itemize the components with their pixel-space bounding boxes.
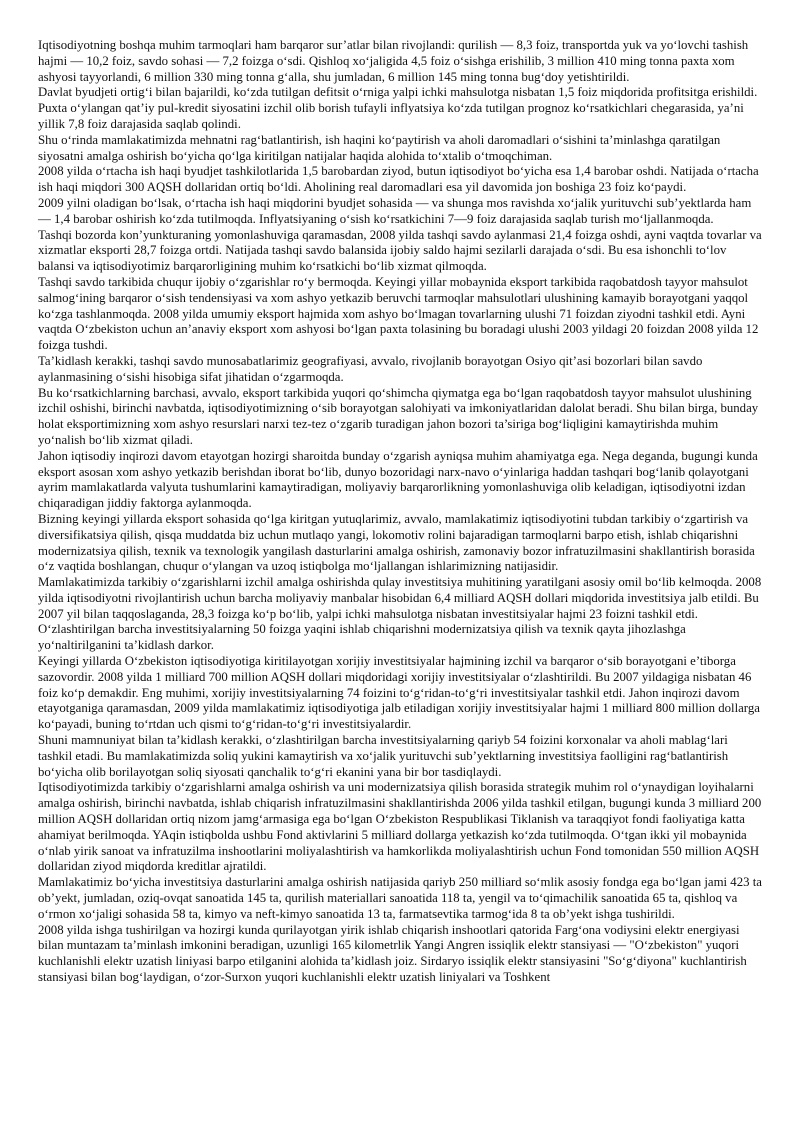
- paragraph: Shuni mamnuniyat bilan ta’kidlash kerakki, o‘zlashtirilgan barcha investitsiyalarning qariyb 54 foizini korxonalar va aholi mablag‘lari tashkil etadi. Bu mamlakatimizda soliq yukini kamaytirish va xo‘jalik yurituvchi sub’yektlarning investitsiya faolligini rag‘batlantirish bo‘yicha olib borilayotgan soliq siyosati qanchalik to‘g‘ri ekanini yana bir bor tasdiqlaydi.: [38, 733, 729, 779]
- document-body: [38, 38, 762, 986]
- paragraph: Mamlakatimiz bo‘yicha investitsiya dasturlarini amalga oshirish natijasida qariyb 250 milliard so‘mlik asosiy fondga ega bo‘lgan jami 423 ta ob’yekt, jumladan, oziq-ovqat sanoatida 145 ta, qurilish materiallari sanoatida 118 ta, yengil va to‘qimachilik sanoatida 65 ta, qishloq va o‘rmon xo‘jaligi sohasida 58 ta, kimyo va neft-kimyo sanoatida 13 ta, farmatsevtika tarmog‘ida 8 ta ob’yekt ishga tushirildi.: [38, 875, 762, 921]
- paragraph: Tashqi bozorda kon’yunkturaning yomonlashuviga qaramasdan, 2008 yilda tashqi savdo aylanmasi 21,4 foizga oshdi, ayni vaqtda tovarlar va xizmatlar eksporti 28,7 foizga ortdi. Natijada tashqi savdo balansida ijobiy saldo hajmi sezilarli darajada o‘sdi. Bu esa ishonchli to‘lov balansi va iqtisodiyotimiz barqarorligining muhim ko‘rsatkichi bo‘lib xizmat qilmoqda.: [38, 227, 762, 274]
- paragraph: O‘zlashtirilgan barcha investitsiyalarning 50 foizga yaqini ishlab chiqarishni modernizatsiya qilish va texnik qayta jihozlashga yo‘naltirilganini ta’kidlash darkor.: [38, 622, 686, 653]
- paragraph: Iqtisodiyotning boshqa muhim tarmoqlari ham barqaror sur’atlar bilan rivojlandi: qurilish — 8,3 foiz, transportda yuk va yo‘lovchi tashish hajmi — 10,2 foiz, savdo sohasi — 7,2 foizga o‘sdi. Qishloq xo‘jaligida 4,5 foiz o‘sishga erishilib, 3 million 410 ming tonna paxta xom ashyosi tayyorlandi, 6 million 330 ming tonna g‘alla, shu jumladan, 6 million 145 ming tonna bug‘doy yetishtirildi.: [38, 38, 749, 84]
- paragraph: Bu ko‘rsatkichlarning barchasi, avvalo, eksport tarkibida yuqori qo‘shimcha qiymatga ega bo‘lgan raqobatdosh tayyor mahsulot ulushining izchil oshishi, birinchi navbatda, iqtisodiyotimizning o‘sib borayotgan salohiyati va imkoniyatlaridan dalolat beradi. Shu bilan birga, bunday holat eksportimizning xom ashyo resurslari narxi tez-tez o‘zgarib turadigan jahon bozori ta’siriga bog‘liqligini kamaytirishda muhim yo‘nalish bo‘lib xizmat qiladi.: [38, 385, 759, 447]
- paragraph: Bizning keyingi yillarda eksport sohasida qo‘lga kiritgan yutuqlarimiz, avvalo, mamlakatimiz iqtisodiyotini tubdan tarkibiy o‘zgartirish va diversifikatsiya qilish, qisqa muddatda biz uchun mutlaqo yangi, lokomotiv rolini bajaradigan tarmoqlarni barpo etish, ishlab chiqarishni modernizatsiya qilish, texnik va texnologik yangilash dasturlarini amalga oshirish, zamonaviy bozor infratuzilmasini shakllantirish borasida o‘z vaqtida boshlangan, chuqur o‘ylangan va uzoq istiqbolga mo‘ljallangan ishlarimizning natijasidir.: [38, 511, 755, 574]
- paragraph: 2009 yilni oladigan bo‘lsak, o‘rtacha ish haqi miqdorini byudjet sohasida — va shunga mos ravishda xo‘jalik yurituvchi sub’yektlarda ham — 1,4 barobar oshirish ko‘zda tutilmoqda. Inflyatsiyaning o‘sish ko‘rsatkichini 7—9 foiz darajasida saqlab turish mo‘ljallanmoqda.: [38, 195, 752, 226]
- paragraph: Mamlakatimizda tarkibiy o‘zgarishlarni izchil amalga oshirishda qulay investitsiya muhitining yaratilgani asosiy omil bo‘lib kelmoqda. 2008 yilda iqtisodiyotni rivojlantirish uchun barcha moliyaviy manbalar hisobidan 6,4 milliard AQSH dollari miqdorida investitsiya jalb etildi. Bu 2007 yil bilan taqqoslaganda, 28,3 foizga ko‘p bo‘lib, yalpi ichki mahsulotga nisbatan investitsiyalar hajmi 23 foizni tashkil etdi.: [38, 575, 762, 621]
- paragraph: 2008 yilda ishga tushirilgan va hozirgi kunda qurilayotgan yirik ishlab chiqarish inshootlari qatorida Farg‘ona vodiysini elektr energiyasi bilan muntazam ta’minlash imkonini beradigan, uzunligi 165 kilometrlik Yangi Angren issiqlik elektr stansiyasi — "O‘zbekiston" yuqori kuchlanishli elektr uzatish liniyasi barpo etilganini alohida ta’kidlash joiz. Sirdaryo issiqlik elektr stansiyasini "So‘g‘diyona" kuchlantirish stansiyasi bilan bog‘laydigan, o‘zor-Surxon yuqori kuchlanishli elektr uzatish liniyalari va Toshkent: [38, 922, 747, 985]
- paragraph: 2008 yilda o‘rtacha ish haqi byudjet tashkilotlarida 1,5 barobardan ziyod, butun iqtisodiyot bo‘yicha esa 1,4 barobar oshdi. Natijada o‘rtacha ish haqi miqdori 300 AQSH dollaridan ortiq bo‘ldi. Aholining real daromadlari esa yil davomida jon boshiga 23 foiz ko‘paydi.: [38, 164, 759, 195]
- paragraph: Keyingi yillarda O‘zbekiston iqtisodiyotiga kiritilayotgan xorijiy investitsiyalar hajmining izchil va barqaror o‘sib borayotgani e’tiborga sazovordir. 2008 yilda 1 milliard 700 million AQSH dollari miqdoridagi xorijiy investitsiyalar o‘zlashtirildi. Bu 2007 yildagiga nisbatan 46 foiz ko‘p demakdir. Eng muhimi, xorijiy investitsiyalarning 74 foizini to‘g‘ridan-to‘g‘ri investitsiyalar tashkil etdi. Jahon inqirozi davom etayotganiga qaramasdan, 2009 yilda mamlakatimiz iqtisodiyotiga jalb etiladigan xorijiy investitsiyalar hajmi 1 milliard 800 million dollarga ko‘payadi, buning to‘rtdan uch qismi to‘g‘ridan-to‘g‘ri investitsiyalardir.: [38, 654, 760, 732]
- paragraph: Shu o‘rinda mamlakatimizda mehnatni rag‘batlantirish, ish haqini ko‘paytirish va aholi daromadlari o‘sishini ta’minlashga qaratilgan siyosatni amalga oshirish bo‘yicha qo‘lga kiritilgan natijalar haqida alohida to‘xtalib o‘tmoqchiman.: [38, 132, 721, 163]
- paragraph: Ta’kidlash kerakki, tashqi savdo munosabatlarimiz geografiyasi, avvalo, rivojlanib borayotgan Osiyo qit’asi bozorlari bilan savdo aylanmasining o‘sishi hisobiga sifat jihatidan o‘zgarmoqda.: [38, 353, 703, 384]
- paragraph: Jahon iqtisodiy inqirozi davom etayotgan hozirgi sharoitda bunday o‘zgarish ayniqsa muhim ahamiyatga ega. Nega deganda, bugungi kunda eksport asosan xom ashyo yetkazib berishdan iborat bo‘lib, dunyo bozoridagi narx-navo o‘yinlariga haddan tashqari bog‘lanib qolayotgani ayrim mamlakatlarda valyuta tushumlarini kamaytiradigan, moliyaviy barqarorlikning yomonlashuviga olib keladigan, iqtisodiyotni izdan chiqaradigan jiddiy faktorga aylanmoqda.: [38, 448, 758, 511]
- paragraph: Tashqi savdo tarkibida chuqur ijobiy o‘zgarishlar ro‘y bermoqda. Keyingi yillar mobaynida eksport tarkibida raqobatdosh tayyor mahsulot salmog‘ining barqaror o‘sish tendensiyasi va xom ashyo yetkazib beruvchi tarmoqlar mahsulotlari ulushining kamayib borayotgani yaqqol ko‘zga tashlanmoqda. 2008 yilda umumiy eksport hajmida xom ashyo bo‘lmagan tovarlarning ulushi 71 foizdan ziyodni tashkil etdi. Ayni vaqtda O‘zbekiston uchun an’anaviy eksport xom ashyosi bo‘lgan paxta tolasining bu boradagi ulushi 2003 yildagi 20 foizdan 2008 yilda 12 foizga tushdi.: [38, 274, 759, 353]
- paragraph: Puxta o‘ylangan qat’iy pul-kredit siyosatini izchil olib borish tufayli inflyatsiya ko‘zda tutilgan prognoz ko‘rsatkichlari chegarasida, ya’ni yillik 7,8 foiz darajasida saqlab qolindi.: [38, 101, 744, 131]
- paragraph: Davlat byudjeti ortig‘i bilan bajarildi, ko‘zda tutilgan defitsit o‘rniga yalpi ichki mahsulotga nisbatan 1,5 foiz miqdorida profitsitga erishildi.: [38, 85, 758, 100]
- paragraph: Iqtisodiyotimizda tarkibiy o‘zgarishlarni amalga oshirish va uni modernizatsiya qilish borasida strategik muhim rol o‘ynaydigan loyihalarni amalga oshirish, birinchi navbatda, ishlab chiqarish infratuzilmasini shakllantirishda 2006 yilda tashkil etilgan, bugungi kunda 3 milliard 200 million AQSH dollaridan ortiq nizom jamg‘armasiga ega bo‘lgan O‘zbekiston Respublikasi Tiklanish va taraqqiyot fondi faoliyatiga katta ahamiyat berilmoqda. YAqin istiqbolda ushbu Fond aktivlarini 5 milliard dollarga yetkazish ko‘zda tutilmoqda. O‘tgan ikki yil mobaynida o‘nlab yirik sanoat va infratuzilma inshootlarini moliyalashtirish va hamkorlikda moliyalashtirish uchun Fond tomonidan 550 million AQSH dollaridan ziyod miqdorda kreditlar ajratildi.: [38, 780, 762, 874]
